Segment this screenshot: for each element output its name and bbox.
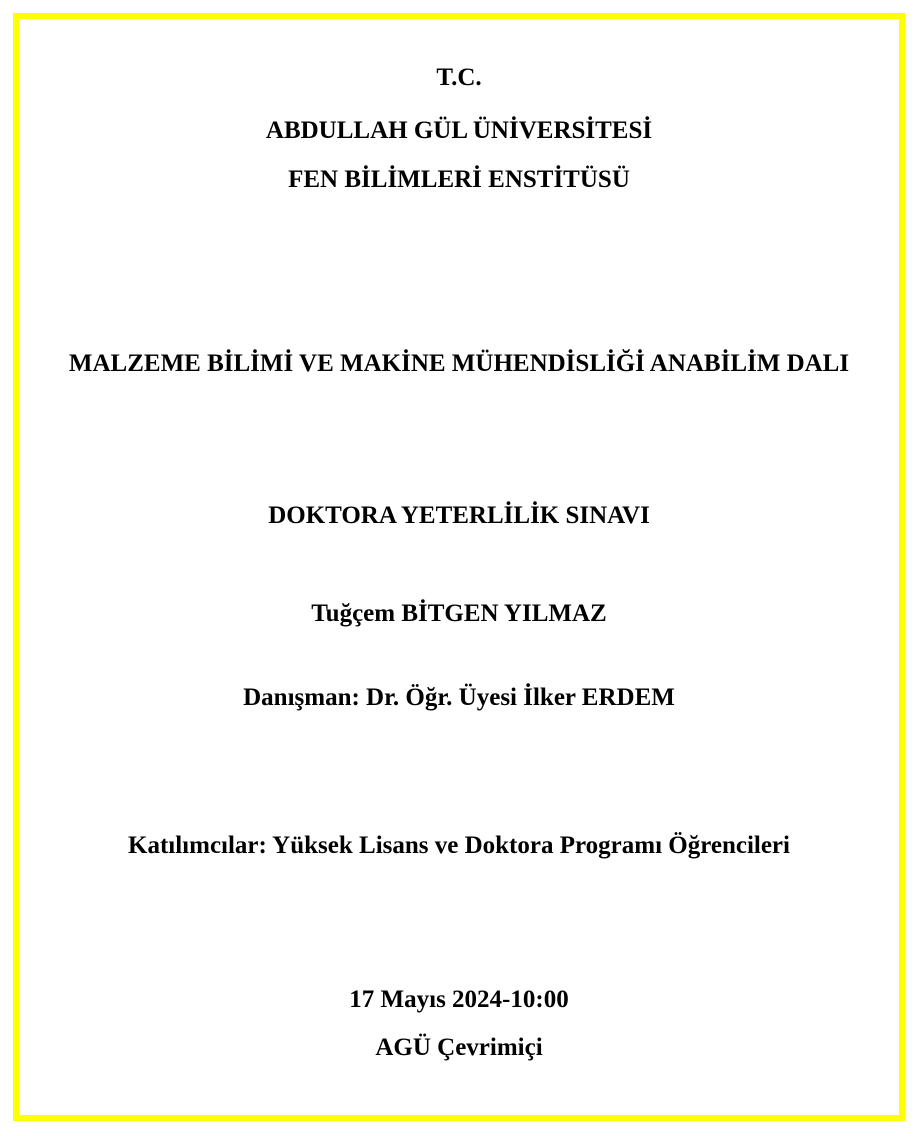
- date-time: 17 Mayıs 2024-10:00: [349, 986, 569, 1013]
- header-tc: T.C.: [436, 64, 482, 91]
- candidate-name: Tuğçem BİTGEN YILMAZ: [311, 600, 607, 627]
- exam-title: DOKTORA YETERLİLİK SINAVI: [268, 502, 650, 529]
- announcement-frame: [13, 13, 905, 1121]
- advisor-line: Danışman: Dr. Öğr. Üyesi İlker ERDEM: [243, 684, 675, 711]
- university-name: ABDULLAH GÜL ÜNİVERSİTESİ: [265, 117, 653, 144]
- department-name: MALZEME BİLİMİ VE MAKİNE MÜHENDİSLİĞİ ANABİLİM DALI: [68, 350, 850, 377]
- institute-name: FEN BİLİMLERİ ENSTİTÜSÜ: [288, 166, 630, 193]
- location: AGÜ Çevrimiçi: [375, 1034, 543, 1061]
- participants-line: Katılımcılar: Yüksek Lisans ve Doktora Programı Öğrencileri: [128, 832, 790, 859]
